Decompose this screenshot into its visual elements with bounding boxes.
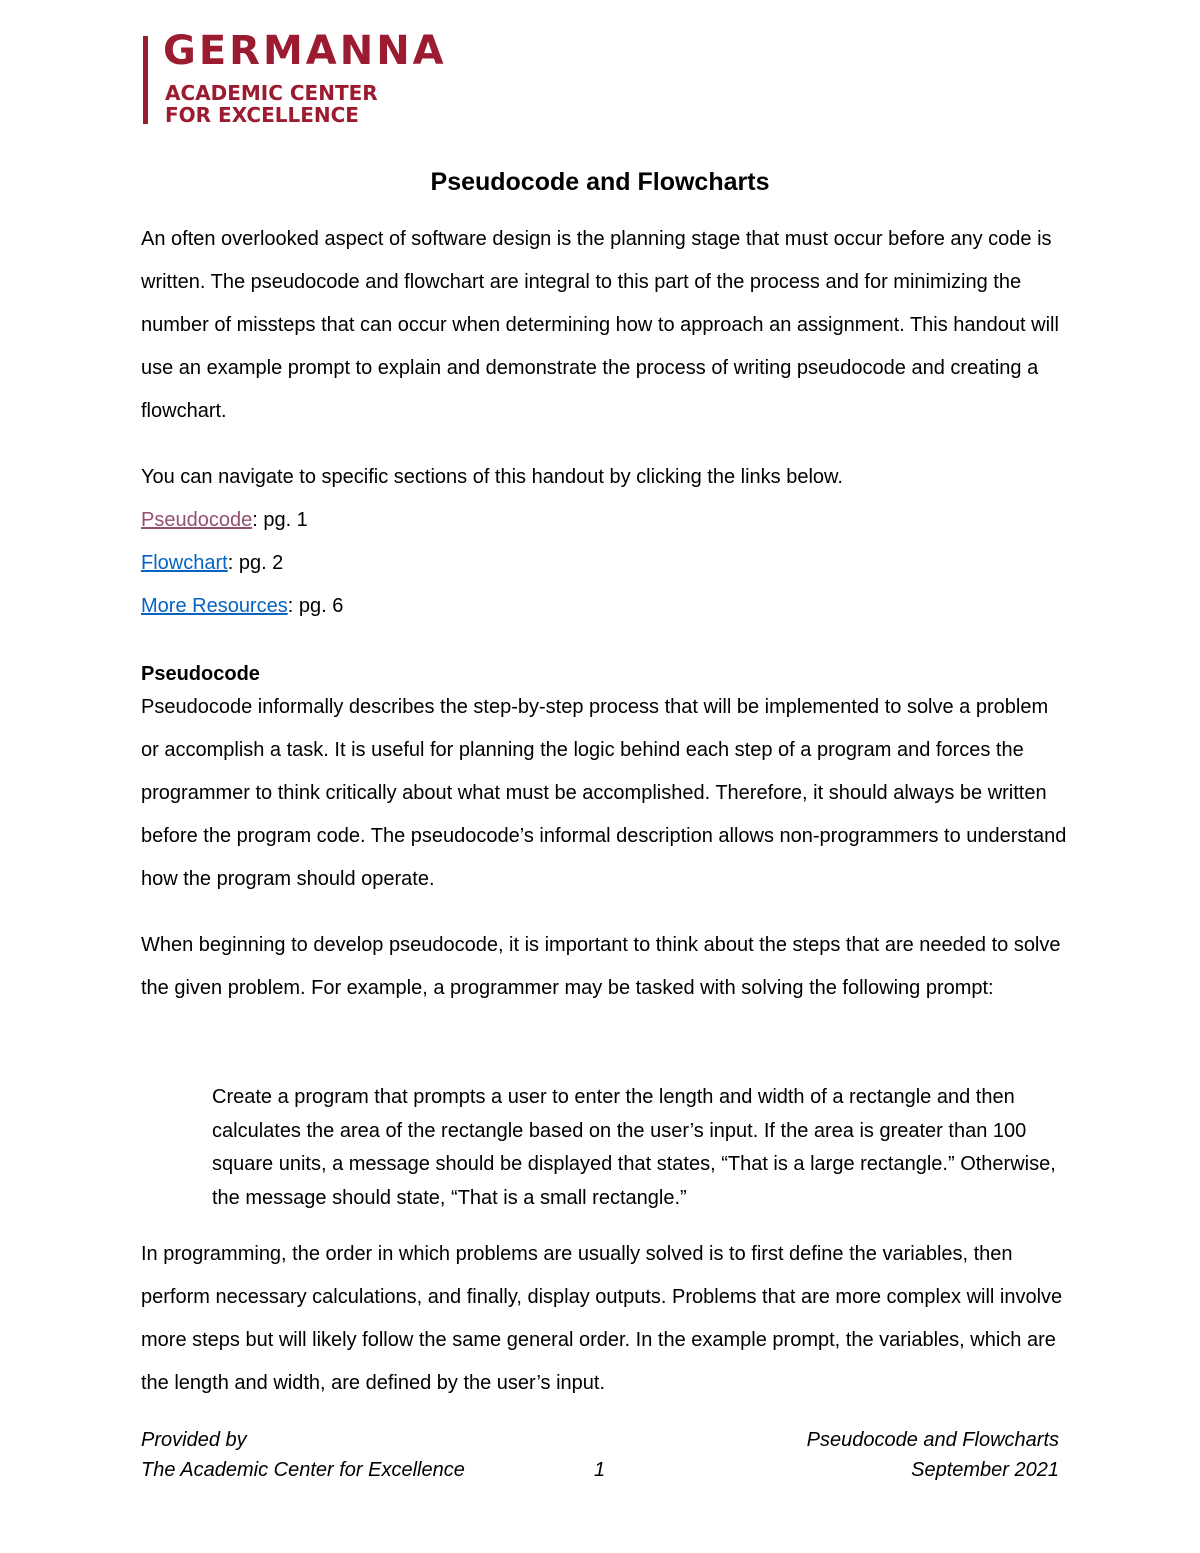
- link-row-pseudocode: [141, 499, 741, 542]
- logo-wordmark: GERMANNA: [163, 28, 447, 74]
- example-prompt-quote: [212, 1081, 1072, 1215]
- flowchart-link[interactable]: Flowchart: [141, 552, 228, 574]
- pseudocode-link-page: : pg. 1: [252, 509, 308, 531]
- footer-right: [807, 1425, 1059, 1485]
- flowchart-link-page: : pg. 2: [227, 552, 284, 574]
- more-resources-link-page: : pg. 6: [287, 595, 344, 617]
- more-resources-link[interactable]: More Resources: [141, 595, 288, 617]
- navigation-intro-text: You can navigate to specific sections of this handout by clicking the links below.: [141, 466, 843, 488]
- intro-text: An often overlooked aspect of software design is the planning stage that must occur before any code is written. The pseudocode and flowchart are integral to this part of the process and for minimizing the number of missteps that can occur when determining how to approach an assignment. This handout will use an example prompt to explain and demonstrate the process of writing pseudocode and creating a flowchart.: [141, 228, 1059, 422]
- beginning-paragraph: [141, 924, 1071, 1010]
- order-paragraph: [141, 1233, 1071, 1405]
- navigation-intro: [141, 456, 1071, 499]
- page-footer: [141, 1425, 1059, 1489]
- footer-date: September 2021: [911, 1459, 1059, 1481]
- pseudocode-heading: Pseudocode: [141, 663, 260, 685]
- pseudocode-paragraph: [141, 686, 1071, 901]
- logo-bar: [143, 36, 148, 124]
- footer-left: [141, 1425, 465, 1485]
- footer-provided-by: Provided by: [141, 1429, 247, 1451]
- example-prompt-text: Create a program that prompts a user to enter the length and width of a rectangle and then calculates the area of the rectangle based on the user’s input. If the area is greater than 100 square units, a message should be displayed that states, “That is a large rectangle.” Otherwise, the message should state, “That is a small rectangle.”: [212, 1086, 1056, 1209]
- link-row-more-resources: [141, 585, 741, 628]
- order-paragraph-text: In programming, the order in which problems are usually solved is to first define the variables, then perform necessary calculations, and finally, display outputs. Problems that are more complex will involve more steps but will likely follow the same general order. In the example prompt, the variables, which are the length and width, are defined by the user’s input.: [141, 1243, 1063, 1394]
- page-title: Pseudocode and Flowcharts: [430, 168, 770, 196]
- pseudocode-link[interactable]: Pseudocode: [141, 509, 253, 531]
- footer-document-title: Pseudocode and Flowcharts: [806, 1429, 1059, 1451]
- section-links: [141, 499, 741, 628]
- page-number: 1: [594, 1459, 606, 1481]
- pseudocode-paragraph-text: Pseudocode informally describes the step-by-step process that will be implemented to solve a problem or accomplish a task. It is useful for planning the logic behind each step of a program and forces the programmer to think critically about what must be accomplished. Therefore, it should always be written before the program code. The pseudocode’s informal description allows non-programmers to understand how the program should operate.: [141, 696, 1067, 890]
- logo-line-1: ACADEMIC CENTER: [165, 81, 378, 105]
- footer-organization: The Academic Center for Excellence: [141, 1459, 465, 1481]
- logo-line-2: FOR EXCELLENCE: [165, 103, 359, 127]
- link-row-flowchart: [141, 542, 741, 585]
- intro-paragraph: [141, 218, 1071, 433]
- beginning-paragraph-text: When beginning to develop pseudocode, it is important to think about the steps that are needed to solve the given problem. For example, a programmer may be tasked with solving the following prompt:: [141, 934, 1061, 999]
